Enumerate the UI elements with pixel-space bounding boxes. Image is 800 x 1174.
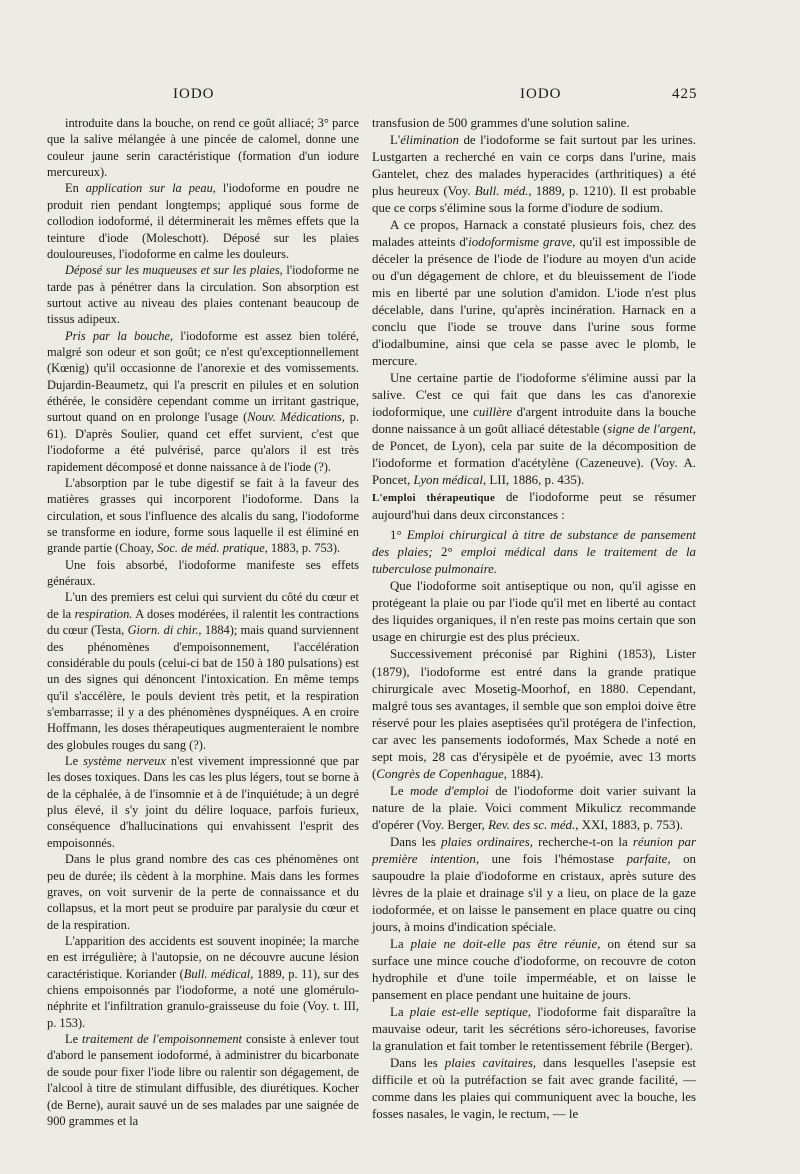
italic-text: Pris par la bouche, (65, 328, 174, 343)
text-run: L'apparition des accidents est souvent inopinée; la marche en est irrégulière; à l'autopsie, on ne découvre aucune lésion caractéristique. Koriander ( (47, 933, 359, 981)
text-run: 1884). (506, 766, 544, 781)
text-run: on saupoudre la plaie d'iodoforme en cristaux, après suture des lèvres de la plaie et drainage s'il y a lieu, on place de la gaze iodoformée, et on laisse le pansement en place quatre ou cinq jours, à moins d'indication spéciale. (372, 851, 696, 934)
left-column (47, 115, 359, 1129)
text-run: de l'iodoforme peut se résumer aujourd'hui dans deux circonstances : (372, 490, 696, 523)
italic-text: Soc. de méd. pratique, (156, 541, 268, 556)
page-number: 425 (672, 86, 698, 102)
italic-text: cuillère (473, 405, 513, 420)
paragraph (372, 217, 696, 370)
section-lead: L'emploi thérapeutique (372, 492, 496, 505)
text-run: LII, 1886, p. 435). (486, 473, 585, 488)
running-header (0, 86, 800, 106)
text-run: qu'il est impossible de déceler la présence de l'iode de l'iodure au moyen d'un acide ou d'un dégagement de chlore, et du bleuissement de l'iode mis en liberté par une solution d'amidon. L'iode n'est plus décelable, dans l'urine, qu'après incinération. Harnack en a conclu que l'iode se trouve dans l'urine sous forme d'iodalbumine, ainsi que cela se passe avec le plomb, le mercure. (372, 235, 696, 369)
paragraph (372, 1055, 696, 1123)
text-run: La (390, 1004, 410, 1019)
italic-text: plaie ne doit-elle pas être réunie, (410, 936, 601, 951)
italic-text: Emploi chirurgical à titre de substance de pansement des plaies; (372, 528, 696, 560)
text-run: 2° (432, 545, 462, 560)
paragraph (47, 262, 359, 327)
italic-text: Giorn. di chir., (127, 623, 202, 638)
text-run: XXI, 1883, p. 753). (578, 817, 684, 832)
italic-text: parfaite, (626, 851, 671, 866)
paragraph (47, 1031, 359, 1129)
paragraph (372, 578, 696, 646)
text-run: l'iodoforme en poudre ne produit rien pendant longtemps; appliqué sous forme de collodion iodoformé, il déterminerait les mêmes effets que la teinture d'iode (Moleschott). Déposé sur les plaies douloureuses, l'iodoforme en calme les douleurs. (47, 181, 359, 261)
text-run: En (65, 181, 86, 196)
italic-text: plaies cavitaires, (444, 1055, 537, 1070)
paragraph (47, 753, 359, 851)
italic-text: signe de l'argent, (607, 422, 696, 437)
text-run: L'un des premiers est celui qui survient du côté du cœur et de la (47, 590, 359, 621)
italic-text: Nouv. Médications, (247, 410, 345, 425)
italic-text: Lyon médical, (413, 473, 487, 488)
paragraph (47, 589, 359, 753)
paragraph (47, 851, 359, 933)
italic-text: Bull. médical, (183, 966, 254, 981)
italic-text: mode d'emploi (410, 783, 489, 798)
text-run: l'iodoforme est assez bien toléré, malgré son odeur et son goût; ce n'est qu'exceptionnellement (Kœnig) qu'il occasionne de l'anorexie et des vomissements. Dujardin-Beaumetz, qui l'a prescrit en pilules et en solution éthérée, le considère cependant comme un irritant gastrique, surtout quand on en prolonge l'usage ( (47, 328, 359, 425)
text-run: une fois l'hémostase (479, 851, 627, 866)
italic-text: emploi médical dans le traitement de la tuberculose pulmonaire. (372, 545, 697, 577)
text-run: l'iodoforme fait disparaître la mauvaise odeur, tarit les sécrétions séro-ichoreuses, favorise la granulation et fait tomber le retentissement fébrile (Berger). (372, 1004, 696, 1053)
paragraph (372, 115, 696, 132)
text-run: 1° (390, 528, 407, 543)
paragraph (372, 646, 696, 782)
text-run: 1889, p. 11), sur des chiens empoisonnés par l'iodoforme, a noté une glomérulo-néphrite et l'infiltration granulo-graisseuse du foie (Voy. t. III, p. 153). (47, 966, 359, 1030)
header-right-title: IODO (520, 86, 562, 102)
text-run: Dans les (390, 1055, 445, 1070)
text-run: l'iodoforme ne tarde pas à pénétrer dans la circulation. Son absorption est surtout active au niveau des plaies contenant beaucoup de tissus adipeux. (47, 263, 359, 327)
text-run: L'absorption par le tube digestif se fait à la faveur des matières grasses qui incorporent l'iodoforme. Dans la circulation, et sous l'influence des alcalis du sang, l'iodoforme se transforme en iodure, forme sous laquelle il est éliminé en grande partie (Choay, (47, 475, 359, 556)
italic-text: traitement de l'empoisonnement (82, 1032, 242, 1047)
text-run: 1884); mais quand surviennent des phénomènes d'empoisonnement, l'accélération considérable du pouls (celui-ci bat de 150 à 180 pulsations) est un des signes qui dénoncent l'intoxication. En même temps qu'il s'accélère, le pouls devient très petit, et la respiration s'embarrasse; il y a des phénomènes dyspnéiques. A en croire Hoffmann, les doses thérapeutiques augmenteraient le nombre des globules rouges du sang (?). (47, 623, 359, 752)
text-run: transfusion de 500 grammes d'une solution saline. (372, 116, 630, 130)
text-run: p. 61). D'après Soulier, quand cet effet survient, c'est que l'iodoforme a été pulvérisé, parce qu'alors il est très rapidement décomposé et donne naissance à de l'iode (?). (47, 410, 360, 474)
paragraph (47, 933, 359, 1031)
italic-text: réunion par première intention, (372, 834, 697, 866)
text-run: Une fois absorbé, l'iodoforme manifeste ses effets généraux. (47, 557, 359, 589)
italic-text: élimination (400, 133, 459, 148)
paragraph (372, 489, 696, 524)
text-run: La (390, 936, 411, 951)
text-run: Le (65, 754, 84, 769)
paragraph (47, 115, 359, 180)
paragraph (372, 132, 696, 217)
italic-text: respiration. (74, 606, 133, 621)
paragraph (372, 1004, 696, 1055)
text-run: dans lesquelles l'asepsie est difficile et où la putréfaction se fait avec grande facilité, — comme dans les plaies qui communiquent avec la bouche, les fosses nasales, le vagin, le rectum, — le (372, 1055, 696, 1121)
italic-text: Bull. méd., (474, 184, 532, 199)
text-run: Le (65, 1032, 83, 1047)
text-run: Successivement préconisé par Righini (1853), Lister (1879), l'iodoforme est entré dans la grande pratique chirurgicale avec Mosetig-Moorhof, en 1880. Cependant, malgré tous ses avantages, il semble que son emploi doive être réservé pour les plaies aseptisées qu'il protégera de l'infection, car avec les pansements iodoformés, Max Schede a noté en sept mois, 28 cas d'érysipèle et de pyoémie, avec 13 morts ( (372, 647, 696, 781)
text-run: de l'iodoforme se fait surtout par les urines. Lustgarten a recherché en vain ce corps dans l'urine, mais Gantelet, chez des malades hyperacides (arthritiques) a été plus heureux (Voy. (372, 133, 696, 199)
text-run: A ce propos, Harnack a constaté plusieurs fois, chez des malades atteints d' (372, 218, 696, 250)
paragraph (47, 475, 359, 557)
text-run: Dans les (390, 834, 442, 849)
text-run: de Poncet, de Lyon), cela par suite de la décomposition de l'iodoforme et formation d'acétylène (Cazeneuve). (Voy. A. Poncet, (372, 439, 696, 488)
italic-text: système nerveux (83, 754, 166, 769)
paragraph (47, 328, 359, 475)
text-run: Le (390, 783, 411, 798)
header-left-title: IODO (173, 86, 215, 102)
text-run: introduite dans la bouche, on rend ce goût alliacé; 3° parce que la salive mélangée à une pincée de calomel, donne une couleur jaune serin caractéristique (formation d'un iodure mercureux). (47, 116, 359, 180)
italic-text: Rev. des sc. méd., (488, 817, 579, 832)
text-run: d'argent introduite dans la bouche donne naissance à un goût alliacé détestable ( (372, 405, 696, 437)
paragraph (372, 527, 696, 578)
text-run: on étend sur sa surface une mince couche d'iodoforme, on recouvre de coton hydrophile et d'une toile imperméable, et on laisse le pansement en place pendant une huitaine de jours. (372, 936, 696, 1002)
paragraph (47, 557, 359, 590)
text-run: 1883, p. 753). (267, 541, 341, 556)
text-run: 1889, p. 1210). Il est probable que ce corps s'élimine sous la forme d'iodure de sodium. (372, 184, 696, 216)
paragraph (372, 370, 696, 489)
text-run: de l'iodoforme doit varier suivant la nature de la plaie. Voici comment Mikulicz recommande d'opérer (Voy. Berger, (372, 783, 696, 832)
italic-text: Congrès de Copenhague, (376, 766, 507, 781)
paragraph (372, 834, 696, 936)
text-run: Que l'iodoforme soit antiseptique ou non, qu'il agisse en protégeant la plaie ou par l'iode qu'il met en liberté au contact des liquides organiques, il n'en reste pas moins certain que son usage en chirurgie est des plus précieux. (372, 579, 696, 645)
italic-text: plaie est-elle septique, (409, 1004, 532, 1019)
text-run: Une certaine partie de l'iodoforme s'élimine aussi par la salive. C'est ce qui fait que dans les cas d'anorexie iodoformique, une (372, 371, 696, 420)
italic-text: Déposé sur les muqueuses et sur les plaies, (65, 263, 283, 278)
paragraph (372, 936, 696, 1004)
paragraph (47, 180, 359, 262)
text-run: n'est vivement impressionné que par les doses toxiques. Dans les cas les plus légers, tout se borne à de la céphalée, à de l'insomnie et à de l'inquiétude; à un degré plus élevé, il s'y joint du délire loquace, parfois furieux, conséquence d'hallucinations qui envahissent l'esprit des empoisonnés. (47, 754, 360, 850)
text-run: recherche-t-on la (533, 834, 633, 849)
text-run: L' (390, 133, 401, 148)
text-run: A doses modérées, il ralentit les contractions du cœur (Testa, (47, 606, 359, 638)
italic-text: iodoformisme grave, (468, 235, 576, 250)
paragraph (372, 783, 696, 834)
text-run: Dans le plus grand nombre des cas ces phénomènes ont peu de durée; ils cèdent à la morphine. Mais dans les formes graves, on voit survenir de la perte de connaissance et du collapsus, et la mort peut se produire par paralysie du cœur et de la respiration. (47, 852, 359, 932)
text-run: consiste à enlever tout d'abord le pansement iodoformé, à administrer du bicarbonate de soude pour fixer l'iode libre ou ralentir son dégagement, de l'alcool à titre de stimulant diffusible, des diurétiques. Kocher (de Berne), aurait sauvé un de ses malades par une saignée de 900 grammes et la (47, 1032, 360, 1128)
italic-text: application sur la peau, (85, 181, 216, 196)
italic-text: plaies ordinaires, (441, 834, 533, 849)
right-column (372, 115, 696, 1123)
